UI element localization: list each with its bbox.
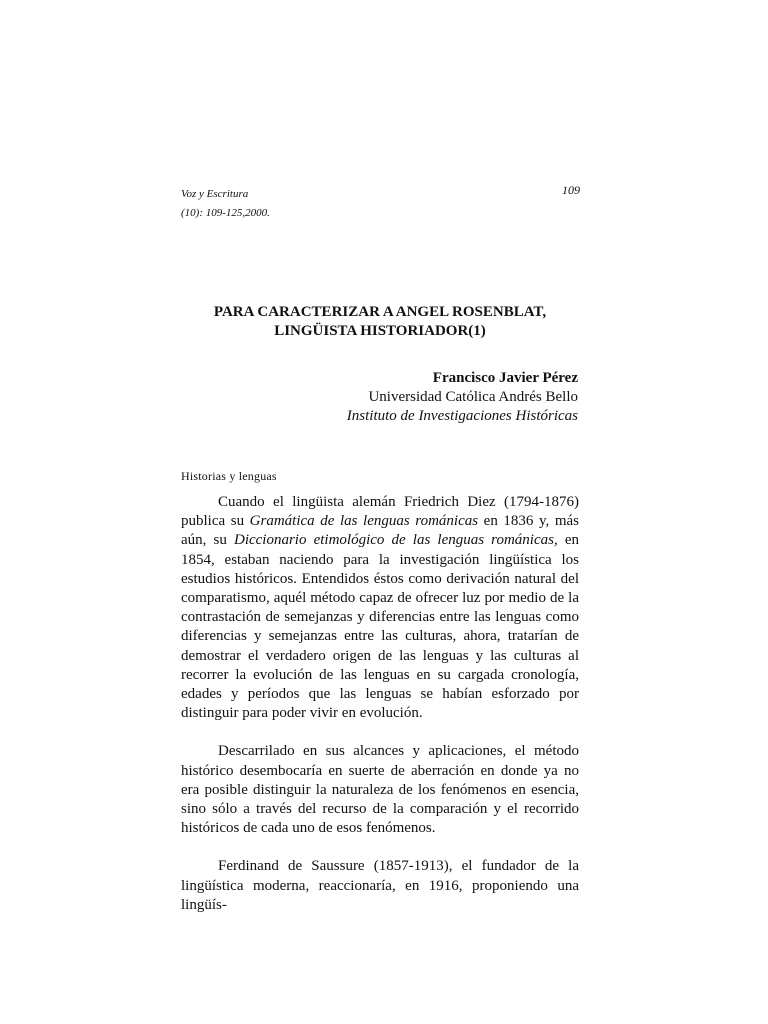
page-number: 109 [562, 183, 580, 197]
paragraph-1-text-b: en 1836 y, más aún, su [181, 513, 579, 549]
article-title [181, 303, 579, 341]
journal-name: Voz y Escritura [181, 188, 249, 200]
author-block [347, 369, 578, 426]
book-title-gramatica: Gramática de las lenguas románicas [249, 513, 479, 530]
paragraph-1-text-a: Cuando el lingüista alemán Friedrich Diez (1794-1876) publica su [181, 494, 579, 530]
section-heading: Historias y lenguas [181, 469, 277, 483]
paragraph-1 [181, 493, 579, 723]
title-line-2: LINGÜISTA HISTORIADOR(1) [274, 323, 486, 339]
paragraph-1-text-c: , en 1854, estaban naciendo para la investigación lingüística los estudios históricos. Entendidos éstos como derivación natural del comparatismo, aquél método capaz de ofrecer luz por medio de la contrastación de semejanzas y diferencias entre las lenguas como diferencias y semejanzas entre las culturas, ahora, tratarían de demostrar el verdadero origen de las lenguas y las culturas al recorrer la evolución de las lenguas en su cargada cronología, edades y períodos que las lenguas se habían esforzado por distinguir para poder vivir en evolución. [181, 532, 579, 722]
author-name: Francisco Javier Pérez [432, 370, 578, 386]
paragraph-3: Ferdinand de Saussure (1857-1913), el fundador de la lingüística moderna, reaccionaría, en 1916, proponiendo una lingüís- [181, 858, 579, 913]
title-line-1: PARA CARACTERIZAR A ANGEL ROSENBLAT, [213, 304, 547, 320]
author-affiliation: Universidad Católica Andrés Bello [368, 389, 578, 405]
journal-citation [181, 185, 270, 223]
author-institute: Instituto de Investigaciones Históricas [346, 408, 578, 424]
article-body [181, 493, 579, 934]
journal-reference: (10): 109-125,2000. [181, 207, 270, 219]
paragraph-2: Descarrilado en sus alcances y aplicaciones, el método histórico desembocaría en suerte de aberración en donde ya no era posible distinguir la naturaleza de los fenómenos en esencia, sino sólo a través del recurso de la comparación y el recorrido históricos de cada uno de esos fenómenos. [181, 743, 579, 837]
book-title-diccionario: Diccionario etimológico de las lenguas románicas [233, 532, 554, 549]
